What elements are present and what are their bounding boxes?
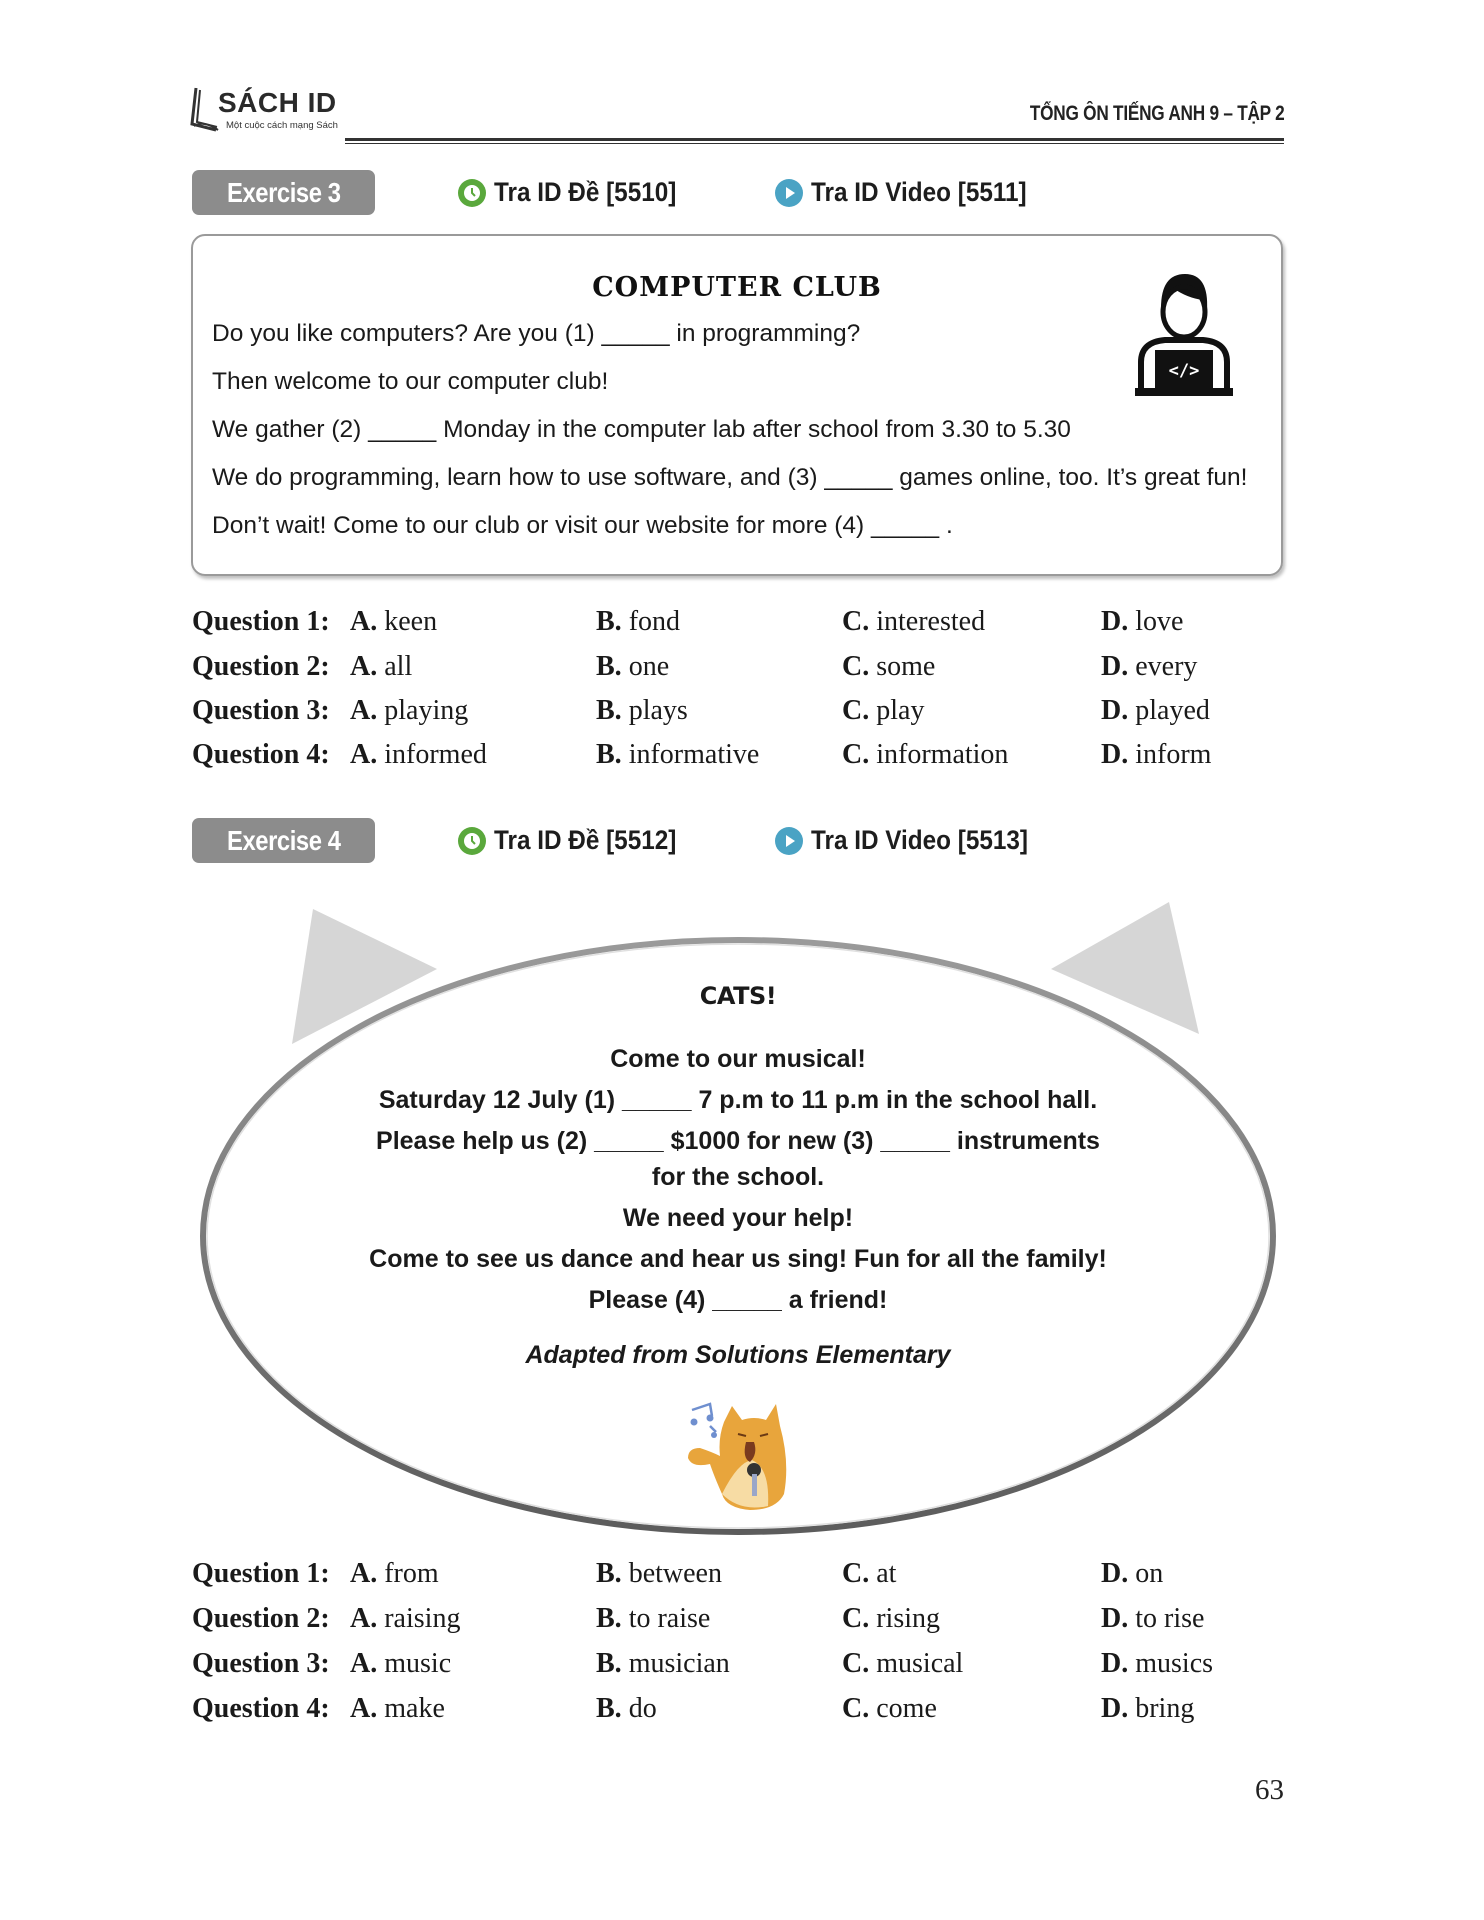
passage-line: We gather (2) _____ Monday in the computer lab after school from 3.30 to 5.30 xyxy=(212,416,1071,443)
option-b[interactable]: B. fond xyxy=(596,606,681,637)
option-d[interactable]: D. on xyxy=(1101,1558,1164,1589)
poster-line: Please (4) _____ a friend! xyxy=(588,1286,888,1314)
option-d[interactable]: D. to rise xyxy=(1101,1603,1205,1634)
option-a[interactable]: A. raising xyxy=(350,1603,461,1634)
option-a[interactable]: A. music xyxy=(350,1648,452,1679)
option-d[interactable]: D. every xyxy=(1101,651,1198,682)
option-c[interactable]: C. rising xyxy=(842,1603,941,1634)
option-b[interactable]: B. between xyxy=(596,1558,722,1589)
play-icon xyxy=(775,827,803,855)
option-b[interactable]: B. one xyxy=(596,651,670,682)
question-row: Question 2: A. raising B. to raise C. rising D. to rise xyxy=(192,1603,1205,1634)
option-b[interactable]: B. to raise xyxy=(596,1603,711,1634)
clock-icon xyxy=(458,179,486,207)
person-laptop-code-icon xyxy=(1133,270,1233,400)
poster-line: Saturday 12 July (1) _____ 7 p.m to 11 p.m in the school hall. xyxy=(378,1086,1098,1114)
exercise-3-badge: Exercise 3 xyxy=(192,170,375,215)
passage-line: Do you like computers? Are you (1) _____ in programming? xyxy=(212,320,861,347)
singing-cat-icon xyxy=(680,1402,800,1512)
exercise-3-id-video-link[interactable]: Tra ID Video [5511] xyxy=(775,177,1051,208)
option-d[interactable]: D. bring xyxy=(1101,1693,1195,1724)
option-a[interactable]: A. playing xyxy=(350,695,469,726)
option-a[interactable]: A. keen xyxy=(350,606,438,637)
question-row: Question 3: A. music B. musician C. musical D. musics xyxy=(192,1648,1214,1679)
poster-line: for the school. xyxy=(651,1163,825,1191)
page-number: 63 xyxy=(1255,1774,1284,1806)
option-d[interactable]: D. love xyxy=(1101,606,1184,637)
svg-text:</>: </> xyxy=(1168,361,1200,381)
exercise-4-id-de-link[interactable]: Tra ID Đề [5512] xyxy=(458,825,697,856)
question-row: Question 4: A. make B. do C. come D. bring xyxy=(192,1693,1195,1724)
exercise-4-badge: Exercise 4 xyxy=(192,818,375,863)
question-row: Question 4: A. informed B. informative C. information D. inform xyxy=(192,739,1212,770)
option-c[interactable]: C. play xyxy=(842,695,925,726)
passage-line: Don’t wait! Come to our club or visit our website for more (4) _____ . xyxy=(212,512,953,539)
option-a[interactable]: A. make xyxy=(350,1693,445,1724)
poster-line: Please help us (2) _____ $1000 for new (3) _____ instruments xyxy=(376,1127,1100,1155)
option-c[interactable]: C. information xyxy=(842,739,1009,770)
option-c[interactable]: C. some xyxy=(842,651,936,682)
option-a[interactable]: A. informed xyxy=(350,739,487,770)
option-b[interactable]: B. musician xyxy=(596,1648,730,1679)
passage-title: COMPUTER CLUB xyxy=(592,272,882,303)
option-c[interactable]: C. musical xyxy=(842,1648,964,1679)
book-logo-icon xyxy=(190,86,220,132)
exercise-3-id-de-link[interactable]: Tra ID Đề [5510] xyxy=(458,177,697,208)
book-title: TỔNG ÔN TIẾNG ANH 9 – TẬP 2 xyxy=(1029,102,1284,125)
question-row: Question 3: A. playing B. plays C. play D. played xyxy=(192,695,1210,726)
exercise-4-id-video-link[interactable]: Tra ID Video [5513] xyxy=(775,825,1052,856)
computer-club-passage xyxy=(191,234,1283,576)
option-d[interactable]: D. musics xyxy=(1101,1648,1214,1679)
option-c[interactable]: C. interested xyxy=(842,606,986,637)
option-a[interactable]: A. from xyxy=(350,1558,439,1589)
option-c[interactable]: C. come xyxy=(842,1693,937,1724)
poster-line: Come to our musical! xyxy=(610,1045,866,1073)
option-c[interactable]: C. at xyxy=(842,1558,897,1589)
passage-line: We do programming, learn how to use software, and (3) _____ games online, too. It’s great fun! xyxy=(212,464,1248,491)
logo-title: SÁCH ID xyxy=(218,87,337,118)
passage-line: Then welcome to our computer club! xyxy=(212,368,609,395)
poster-source: Adapted from Solutions Elementary xyxy=(525,1341,951,1369)
poster-line: Come to see us dance and hear us sing! Fun for all the family! xyxy=(369,1245,1107,1273)
option-b[interactable]: B. informative xyxy=(596,739,760,770)
option-d[interactable]: D. played xyxy=(1101,695,1210,726)
sach-id-logo xyxy=(190,86,340,136)
poster-line: We need your help! xyxy=(622,1204,854,1232)
option-b[interactable]: B. do xyxy=(596,1693,657,1724)
question-row: Question 2: A. all B. one C. some D. every xyxy=(192,651,1198,682)
question-row: Question 1: A. keen B. fond C. interested D. love xyxy=(192,606,1184,637)
question-row: Question 1: A. from B. between C. at D. on xyxy=(192,1558,1164,1589)
play-icon xyxy=(775,179,803,207)
option-d[interactable]: D. inform xyxy=(1101,739,1212,770)
option-b[interactable]: B. plays xyxy=(596,695,688,726)
header-rule xyxy=(345,138,1284,144)
logo-subtitle: Một cuộc cách mạng Sách xyxy=(226,120,338,131)
clock-icon xyxy=(458,827,486,855)
option-a[interactable]: A. all xyxy=(350,651,413,682)
poster-title: CATS! xyxy=(699,982,777,1010)
